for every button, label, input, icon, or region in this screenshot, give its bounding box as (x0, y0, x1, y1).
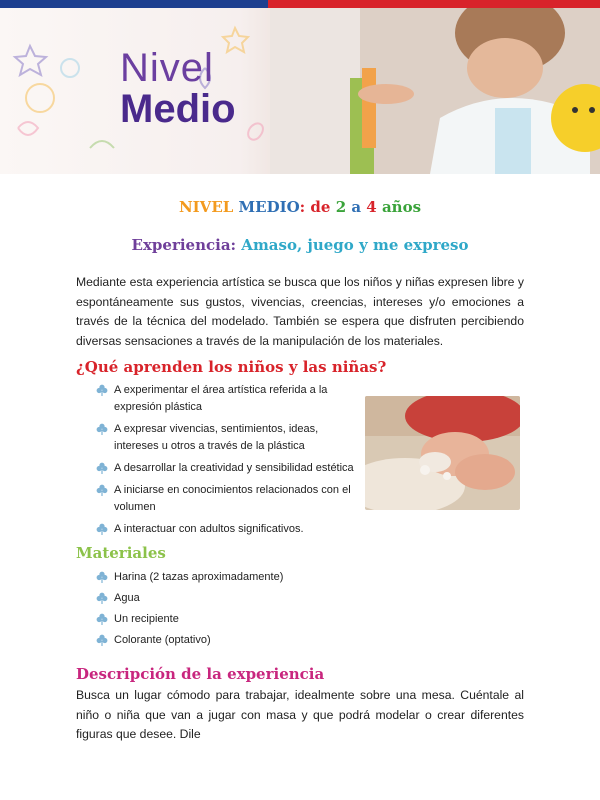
clover-bullet-icon (96, 423, 108, 435)
intro-paragraph: Mediante esta experiencia artística se busca que los niños y niñas expresen libre y espontáneamente sus gustos, vivencias, creencias, intereses y/o emociones a través de la técnica del modelado. También se espera que disfruten percibiendo diversas sensaciones a través de la manipulación de los materiales. (76, 275, 524, 349)
material-item-text: Agua (114, 592, 140, 604)
banner-title-medio: Medio (120, 87, 236, 131)
headline-age-max: 4 (366, 198, 377, 216)
headline-age-joiner: a (346, 198, 367, 216)
list-item (96, 611, 396, 628)
clover-bullet-icon (96, 484, 108, 496)
clover-bullet-icon (96, 613, 108, 625)
material-item-text: Harina (2 tazas aproximadamente) (114, 571, 284, 583)
experience-label: Experiencia: (131, 236, 237, 254)
material-item-text: Un recipiente (114, 613, 179, 625)
clover-bullet-icon (96, 592, 108, 604)
headline-age-prefix: : de (299, 198, 336, 216)
clover-bullet-icon (96, 523, 108, 535)
list-item (96, 382, 358, 416)
clover-bullet-icon (96, 571, 108, 583)
materials-list (96, 569, 396, 649)
material-item-text: Colorante (optativo) (114, 634, 211, 646)
experience-name: Amaso, juego y me expreso (236, 236, 469, 254)
description-heading: Descripción de la experiencia (76, 665, 325, 683)
banner-title-nivel: Nivel (120, 46, 214, 90)
list-item (96, 521, 358, 538)
list-item (96, 590, 396, 607)
clover-bullet-icon (96, 462, 108, 474)
learn-item-text: A desarrollar la creatividad y sensibilidad estética (114, 462, 354, 474)
child-photo (270, 8, 600, 174)
headline-nivel: NIVEL (178, 198, 234, 216)
headline-age-suffix: años (376, 198, 422, 216)
list-item (96, 421, 358, 455)
materials-heading: Materiales (76, 544, 166, 562)
clover-bullet-icon (96, 634, 108, 646)
learn-item-text: A interactuar con adultos significativos. (114, 523, 304, 535)
description-paragraph: Busca un lugar cómodo para trabajar, idealmente sobre una mesa. Cuéntale al niño o niña que van a jugar con masa y que podrá modelar o crear diferentes figuras que desee. Dile (76, 688, 524, 742)
header-banner (0, 8, 600, 174)
experience-title (0, 236, 600, 254)
list-item (96, 632, 396, 649)
list-item (96, 460, 358, 477)
learn-list (96, 382, 358, 538)
learn-heading: ¿Qué aprenden los niños y las niñas? (76, 358, 387, 376)
list-item (96, 482, 358, 516)
learn-item-text: A experimentar el área artística referida a la expresión plástica (114, 384, 328, 413)
top-bar-blue (0, 0, 268, 8)
top-bar-red (268, 0, 600, 8)
headline-age-min: 2 (335, 198, 347, 216)
top-color-bar (0, 0, 600, 8)
level-headline (0, 198, 600, 216)
learn-item-text: A expresar vivencias, sentimientos, ideas, intereses u otros a través de la plástica (114, 423, 319, 452)
headline-medio: MEDIO (233, 198, 300, 216)
dough-hands-photo (365, 396, 520, 510)
learn-item-text: A iniciarse en conocimientos relacionados con el volumen (114, 484, 351, 513)
list-item (96, 569, 396, 586)
clover-bullet-icon (96, 384, 108, 396)
